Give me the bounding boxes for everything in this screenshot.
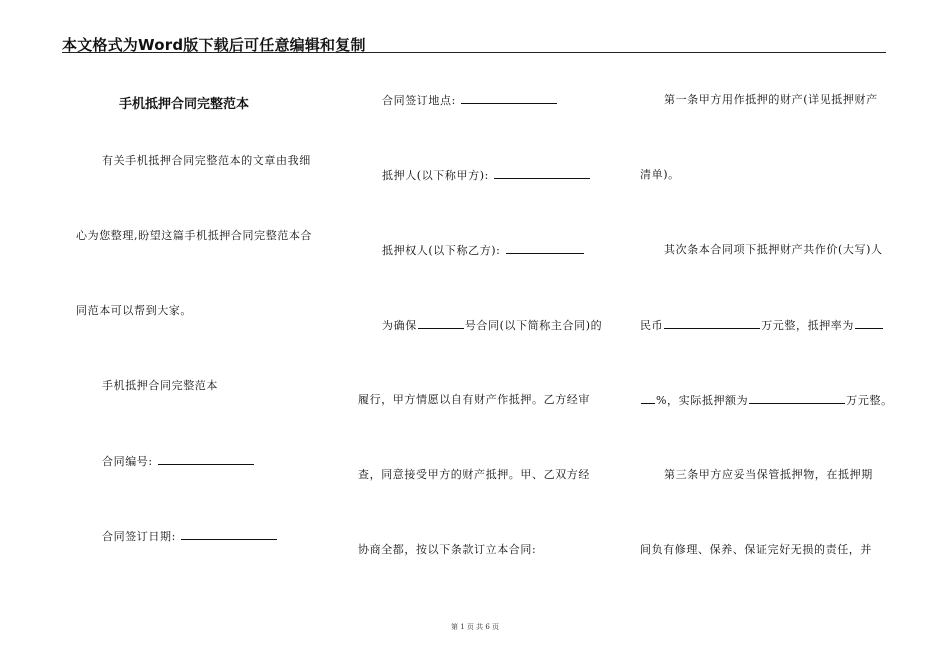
- sign-date-label: 合同签订日期:: [102, 530, 176, 543]
- valuation-amount-blank: [664, 318, 760, 329]
- rate-line: [640, 393, 893, 408]
- contract-number-blank: [158, 454, 254, 465]
- valuation-mid: 万元整，抵押率为: [761, 319, 855, 332]
- paragraph-line: 查，同意接受甲方的财产抵押。甲、乙双方经: [358, 468, 590, 481]
- paragraph-line: 同范本可以帮到大家。: [76, 304, 192, 317]
- guarantee-pre: 为确保: [382, 319, 417, 332]
- mortgagor-field: [382, 168, 591, 183]
- valuation-line: [640, 318, 884, 333]
- sign-date-blank: [181, 529, 277, 540]
- mortgagee-field: [382, 243, 585, 258]
- guarantee-line: [382, 318, 602, 333]
- contract-number-label: 合同编号:: [102, 455, 153, 468]
- valuation-pre: 民币: [640, 319, 664, 332]
- mortgagee-label: 抵押权人(以下称乙方):: [382, 244, 501, 257]
- paragraph-line: 履行，甲方情愿以自有财产作抵押。乙方经审: [358, 393, 590, 406]
- paragraph-line: 协商全都，按以下条款订立本合同:: [358, 543, 537, 556]
- mortgagee-blank: [506, 243, 584, 254]
- document-banner: 本文格式为Word版下载后可任意编辑和复制: [62, 36, 366, 54]
- contract-ref-blank: [418, 318, 464, 329]
- document-title: 手机抵押合同完整范本: [119, 97, 250, 112]
- actual-amount-blank: [749, 393, 845, 404]
- mortgagor-label: 抵押人(以下称甲方):: [382, 169, 489, 182]
- paragraph-line: 有关手机抵押合同完整范本的文章由我细: [102, 154, 311, 167]
- contract-number-field: [102, 454, 255, 469]
- rate-blank: [855, 318, 883, 329]
- rate-pre: %，实际抵押额为: [656, 394, 749, 407]
- header-divider: [62, 52, 886, 53]
- mortgagor-blank: [494, 168, 590, 179]
- paragraph-line: 第三条甲方应妥当保管抵押物，在抵押期: [664, 468, 873, 481]
- paragraph-line: 第一条甲方用作抵押的财产(详见抵押财产: [664, 93, 878, 106]
- paragraph-line: 清单)。: [640, 168, 680, 181]
- rate-post: 万元整。: [846, 394, 893, 407]
- section-heading: 手机抵押合同完整范本: [102, 379, 218, 392]
- sign-date-field: [102, 529, 278, 544]
- paragraph-line: 心为您整理,盼望这篇手机抵押合同完整范本合: [76, 229, 313, 242]
- paragraph-line: 其次条本合同项下抵押财产共作价(大写)人: [664, 243, 883, 256]
- guarantee-post: 号合同(以下简称主合同)的: [464, 319, 603, 332]
- sign-place-label: 合同签订地点:: [382, 94, 456, 107]
- sign-place-blank: [461, 93, 557, 104]
- paragraph-line: 间负有修理、保养、保证完好无损的责任，并: [640, 543, 872, 556]
- rate-blank-continued: [641, 393, 655, 404]
- sign-place-field: [382, 93, 558, 108]
- page-number: 第 1 页 共 6 页: [450, 623, 500, 631]
